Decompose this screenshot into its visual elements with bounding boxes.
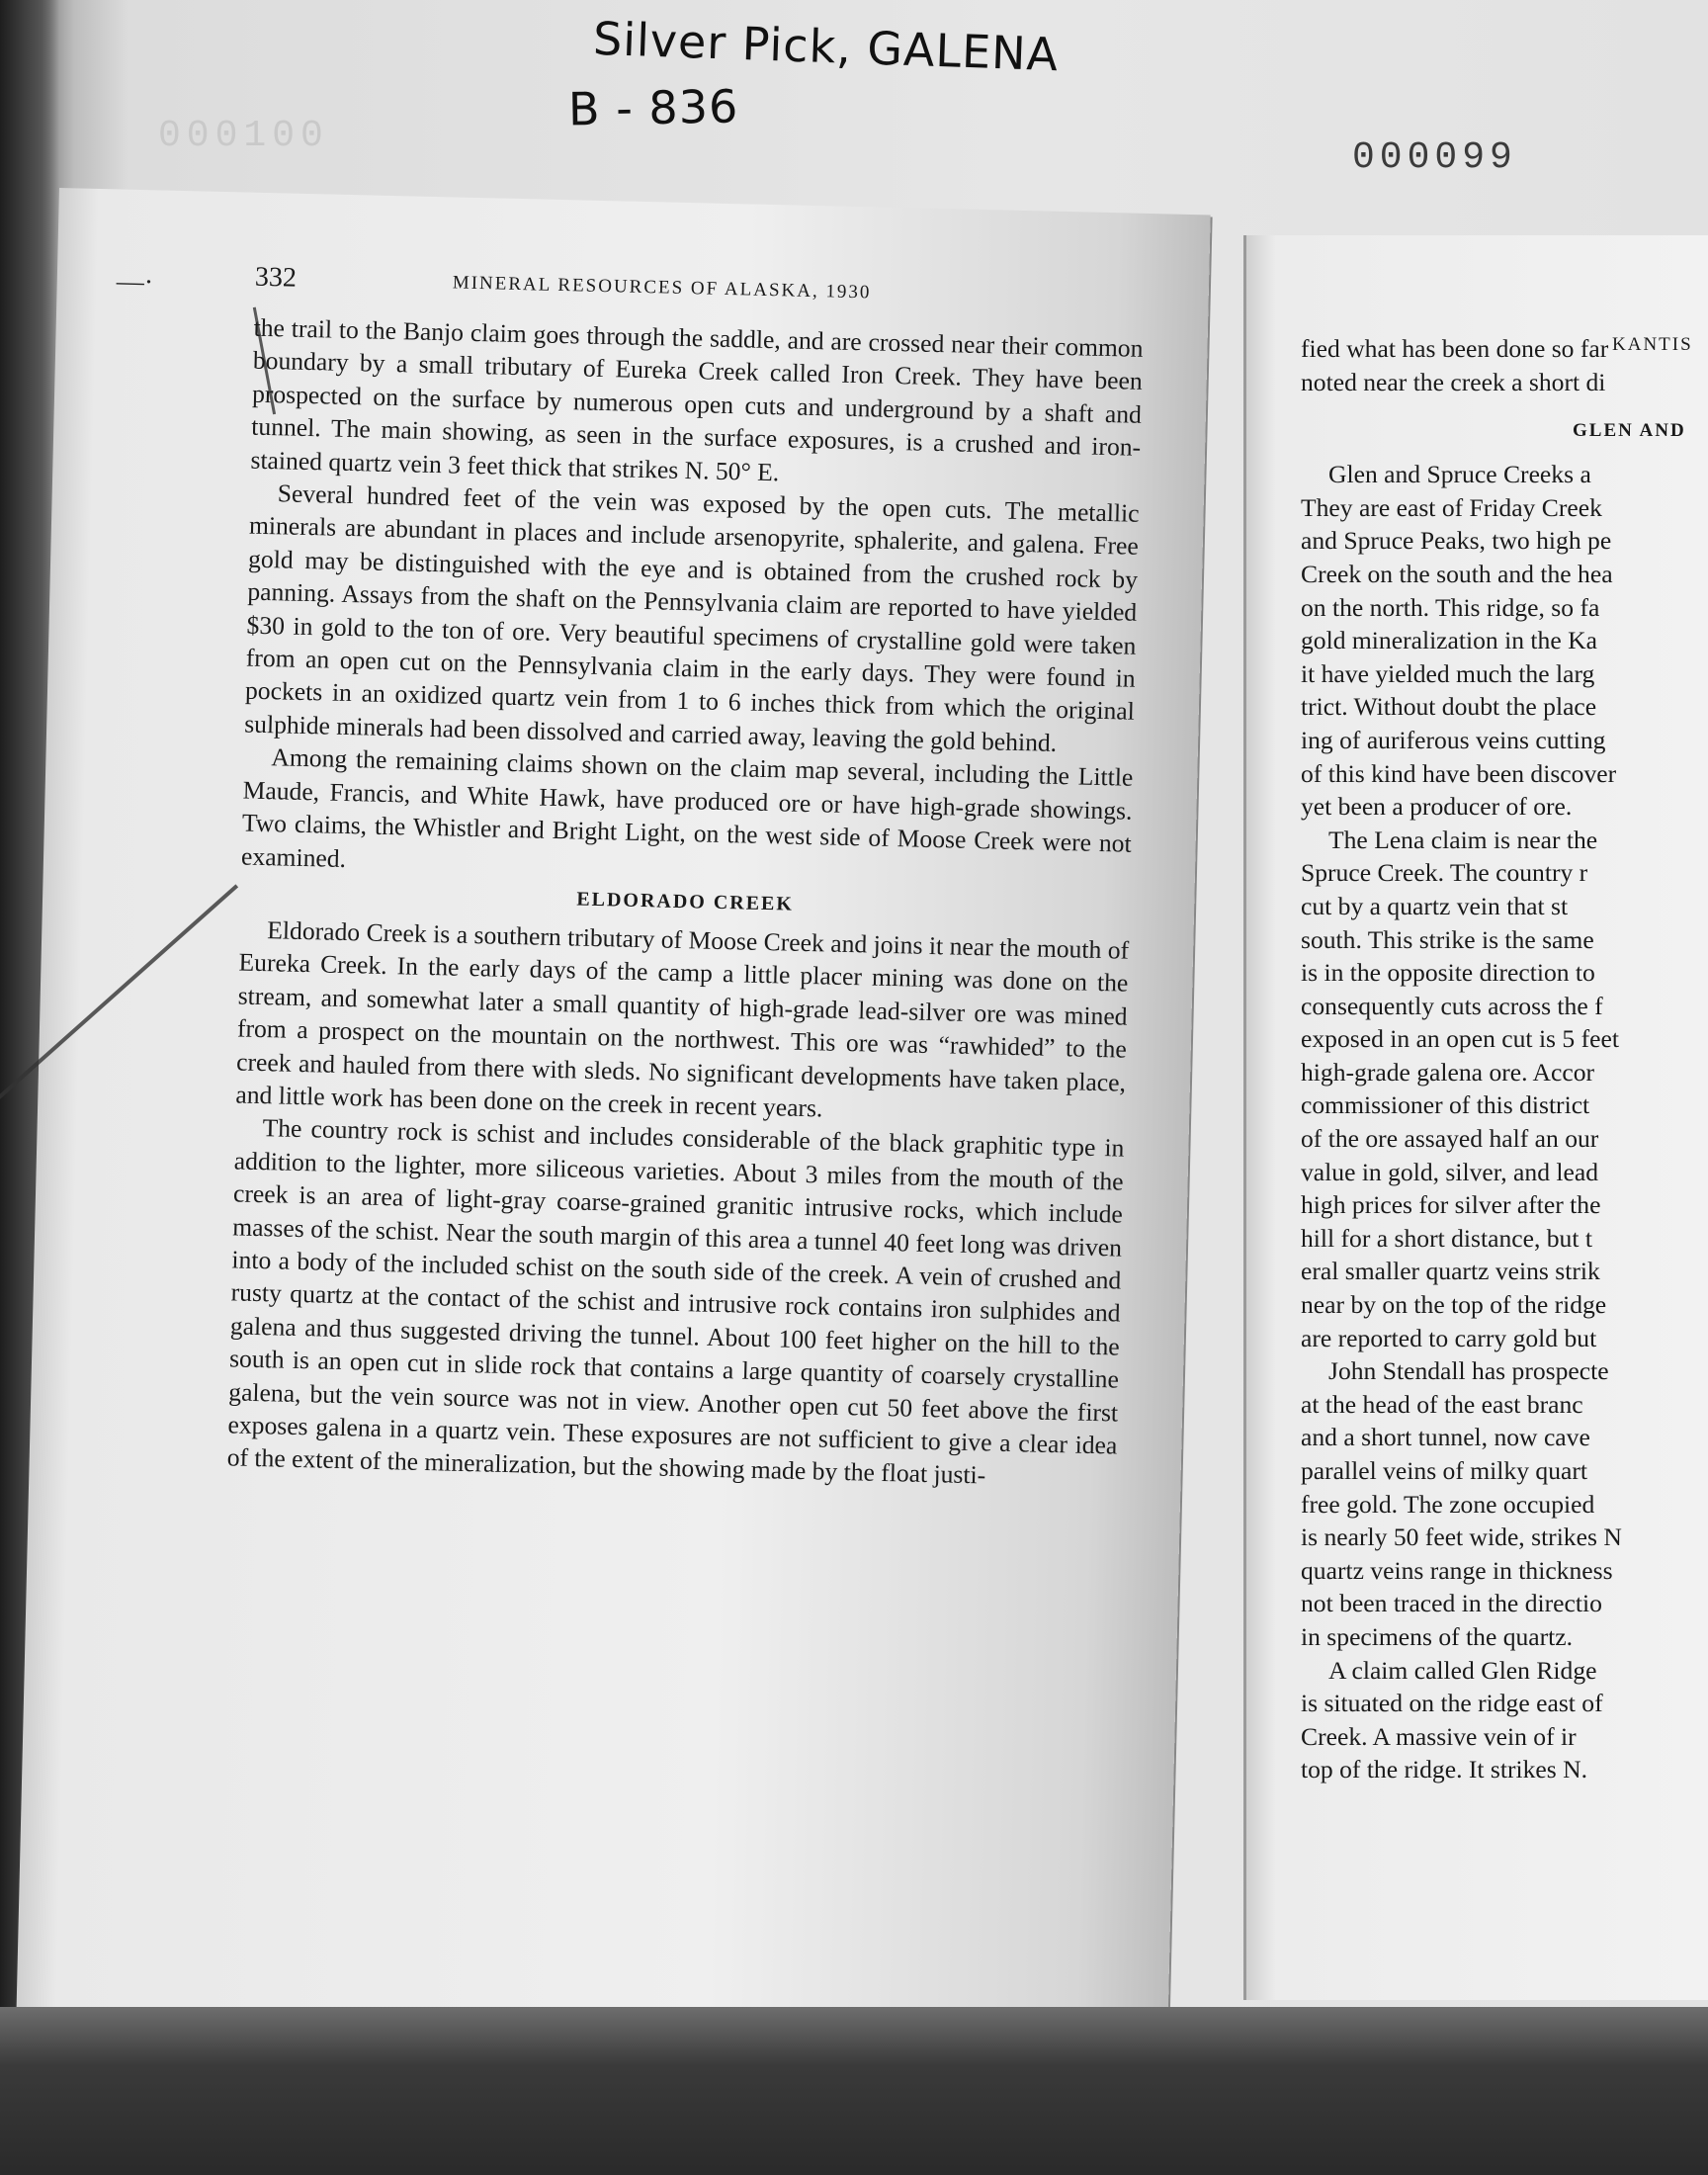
paragraph: Eldorado Creek is a southern tributary of Moose Creek and joins it near the mouth of Eureka Creek. In the early days of the camp a little placer mining was done on the stream, and somewhat later a small quantity of high-grade lead-silver ore was mined from a prospect on the mountain on the northwest. This ore was “rawhided” to the creek and hauled from there with sleds. No significant developments have taken place, and little work has been done on the creek in recent years. [235, 915, 1130, 1123]
text-line: in specimens of the quartz. [1301, 1621, 1574, 1651]
left-book-page [16, 188, 1211, 2063]
text-line: Glen and Spruce Creeks a [1328, 460, 1591, 489]
photocopy-bottom-shadow [0, 2007, 1708, 2175]
right-book-page [1243, 235, 1708, 2000]
text-line: of the ore assayed half an our [1301, 1124, 1599, 1154]
section-heading: ELDORADO CREEK [576, 888, 795, 915]
section-heading: GLEN AND [1573, 420, 1686, 442]
text-line: noted near the creek a short di [1301, 367, 1606, 396]
text-line: John Stendall has prospecte [1328, 1356, 1609, 1386]
text-line: near by on the top of the ridge [1301, 1290, 1607, 1320]
paragraph: Several hundred feet of the vein was exposed by the open cuts. The metallic minerals are abundant in places and include arsenopyrite, sphalerite, and galena. Free gold may be distinguished with the eye and is obtained from the crushed rock by panning. Assays from the shaft on the Pennsylvania claim are reported to have yielded $30 in gold to the ton of ore. Very beautiful specimens of crystalline gold were taken from an open cut on the Pennsylvania claim in the early days. They were found in pockets in an oxidized quartz vein from 1 to 6 inches thick from which the original sulphide minerals had been dissolved and carried away, leaving the gold behind. [243, 478, 1140, 757]
text-line: at the head of the east branc [1301, 1389, 1583, 1419]
faint-bates-stamp: 000100 [158, 115, 329, 157]
text-line: and a short tunnel, now cave [1301, 1423, 1590, 1452]
margin-mark: —· [116, 266, 154, 299]
text-line: value in gold, silver, and lead [1301, 1157, 1599, 1186]
left-page-text-block [116, 261, 1145, 1496]
text-line: is situated on the ridge east of [1301, 1689, 1603, 1718]
text-line: commissioner of this district [1301, 1090, 1590, 1120]
paragraph: Among the remaining claims shown on the claim map several, including the Little Maude, Francis, and White Hawk, have produced ore or have high-grade showings. Two claims, the Whistler and Bright Light, on the west side of Moose Creek were not examined. [240, 742, 1134, 873]
handwritten-annotation [567, 11, 1236, 148]
text-line: trict. Without doubt the place [1301, 692, 1597, 722]
text-line: ing of auriferous veins cutting [1301, 725, 1606, 754]
handwritten-file-number: B - 836 [567, 79, 739, 136]
text-line: yet been a producer of ore. [1301, 792, 1573, 822]
text-line: quartz veins range in thickness [1301, 1555, 1613, 1585]
text-line: on the north. This ridge, so fa [1301, 592, 1600, 622]
text-line: hill for a short distance, but t [1301, 1223, 1592, 1253]
text-line: top of the ridge. It strikes N. [1301, 1755, 1588, 1784]
text-line: free gold. The zone occupied [1301, 1489, 1595, 1519]
text-line: it have yielded much the larg [1301, 658, 1595, 688]
text-line: not been traced in the directio [1301, 1589, 1602, 1618]
text-line: parallel veins of milky quart [1301, 1456, 1587, 1485]
handwritten-title: Silver Pick, GALENA [592, 11, 1060, 82]
text-line: gold mineralization in the Ka [1301, 626, 1597, 655]
text-line: is nearly 50 feet wide, strikes N [1301, 1522, 1622, 1552]
text-line: Spruce Creek. The country r [1301, 858, 1588, 888]
text-line: They are east of Friday Creek [1301, 492, 1602, 522]
text-line: exposed in an open cut is 5 feet [1301, 1024, 1619, 1054]
text-line: is in the opposite direction to [1301, 958, 1595, 988]
paragraph: The country rock is schist and includes considerable of the black graphitic type in addition to the lighter, more siliceous varieties. About 3 miles from the mouth of the creek is an area of light-gray coarse-grained granitic intrusive rocks, which include masses of the schist. Near the south margin of this area a tunnel 40 feet long was driven into a body of the included schist on the south side of the creek. A vein of crushed and rusty quartz at the contact of the schist and intrusive rock contains iron sulphides and galena and thus suggested driving the tunnel. About 100 feet higher on the hill to the south is an open cut in slide rock that contains a large quantity of coarsely crystalline galena, but the vein source was not in view. Another open cut 50 feet above the first exposes galena in a quartz vein. These exposures are not sufficient to give a clear idea of the extent of the mineralization, but the showing made by the float justi- [226, 1113, 1125, 1490]
text-line: A claim called Glen Ridge [1328, 1655, 1597, 1685]
text-line: The Lena claim is near the [1328, 825, 1598, 854]
text-line: fied what has been done so far [1301, 334, 1609, 363]
paragraph: the trail to the Banjo claim goes through the saddle, and are crossed near their common boundary by a small tributary of Eureka Creek called Iron Creek. They have been prospected on the surface by numerous open cuts and underground by a shaft and tunnel. The main showing, as seen in the surface exposures, is a crushed and iron-stained quartz vein 3 feet thick that strikes N. 50° E. [250, 312, 1144, 486]
text-line: south. This strike is the same [1301, 924, 1594, 954]
text-line: consequently cuts across the f [1301, 991, 1603, 1020]
page-number: 332 [254, 261, 298, 294]
text-line: high-grade galena ore. Accor [1301, 1057, 1595, 1087]
text-line: high prices for silver after the [1301, 1190, 1601, 1220]
text-line: Creek on the south and the hea [1301, 559, 1613, 588]
text-line: cut by a quartz vein that st [1301, 891, 1569, 920]
right-page-text-block [1301, 332, 1708, 1786]
bates-stamp: 000099 [1352, 136, 1517, 179]
right-running-head: KANTIS [1612, 334, 1693, 355]
text-line: Creek. A massive vein of ir [1301, 1721, 1577, 1751]
running-head: MINERAL RESOURCES OF ALASKA, 1930 [452, 272, 872, 304]
text-line: are reported to carry gold but [1301, 1323, 1597, 1352]
text-line: of this kind have been discover [1301, 758, 1617, 788]
text-line: eral smaller quartz veins strik [1301, 1257, 1600, 1286]
text-line: and Spruce Peaks, two high pe [1301, 526, 1612, 556]
